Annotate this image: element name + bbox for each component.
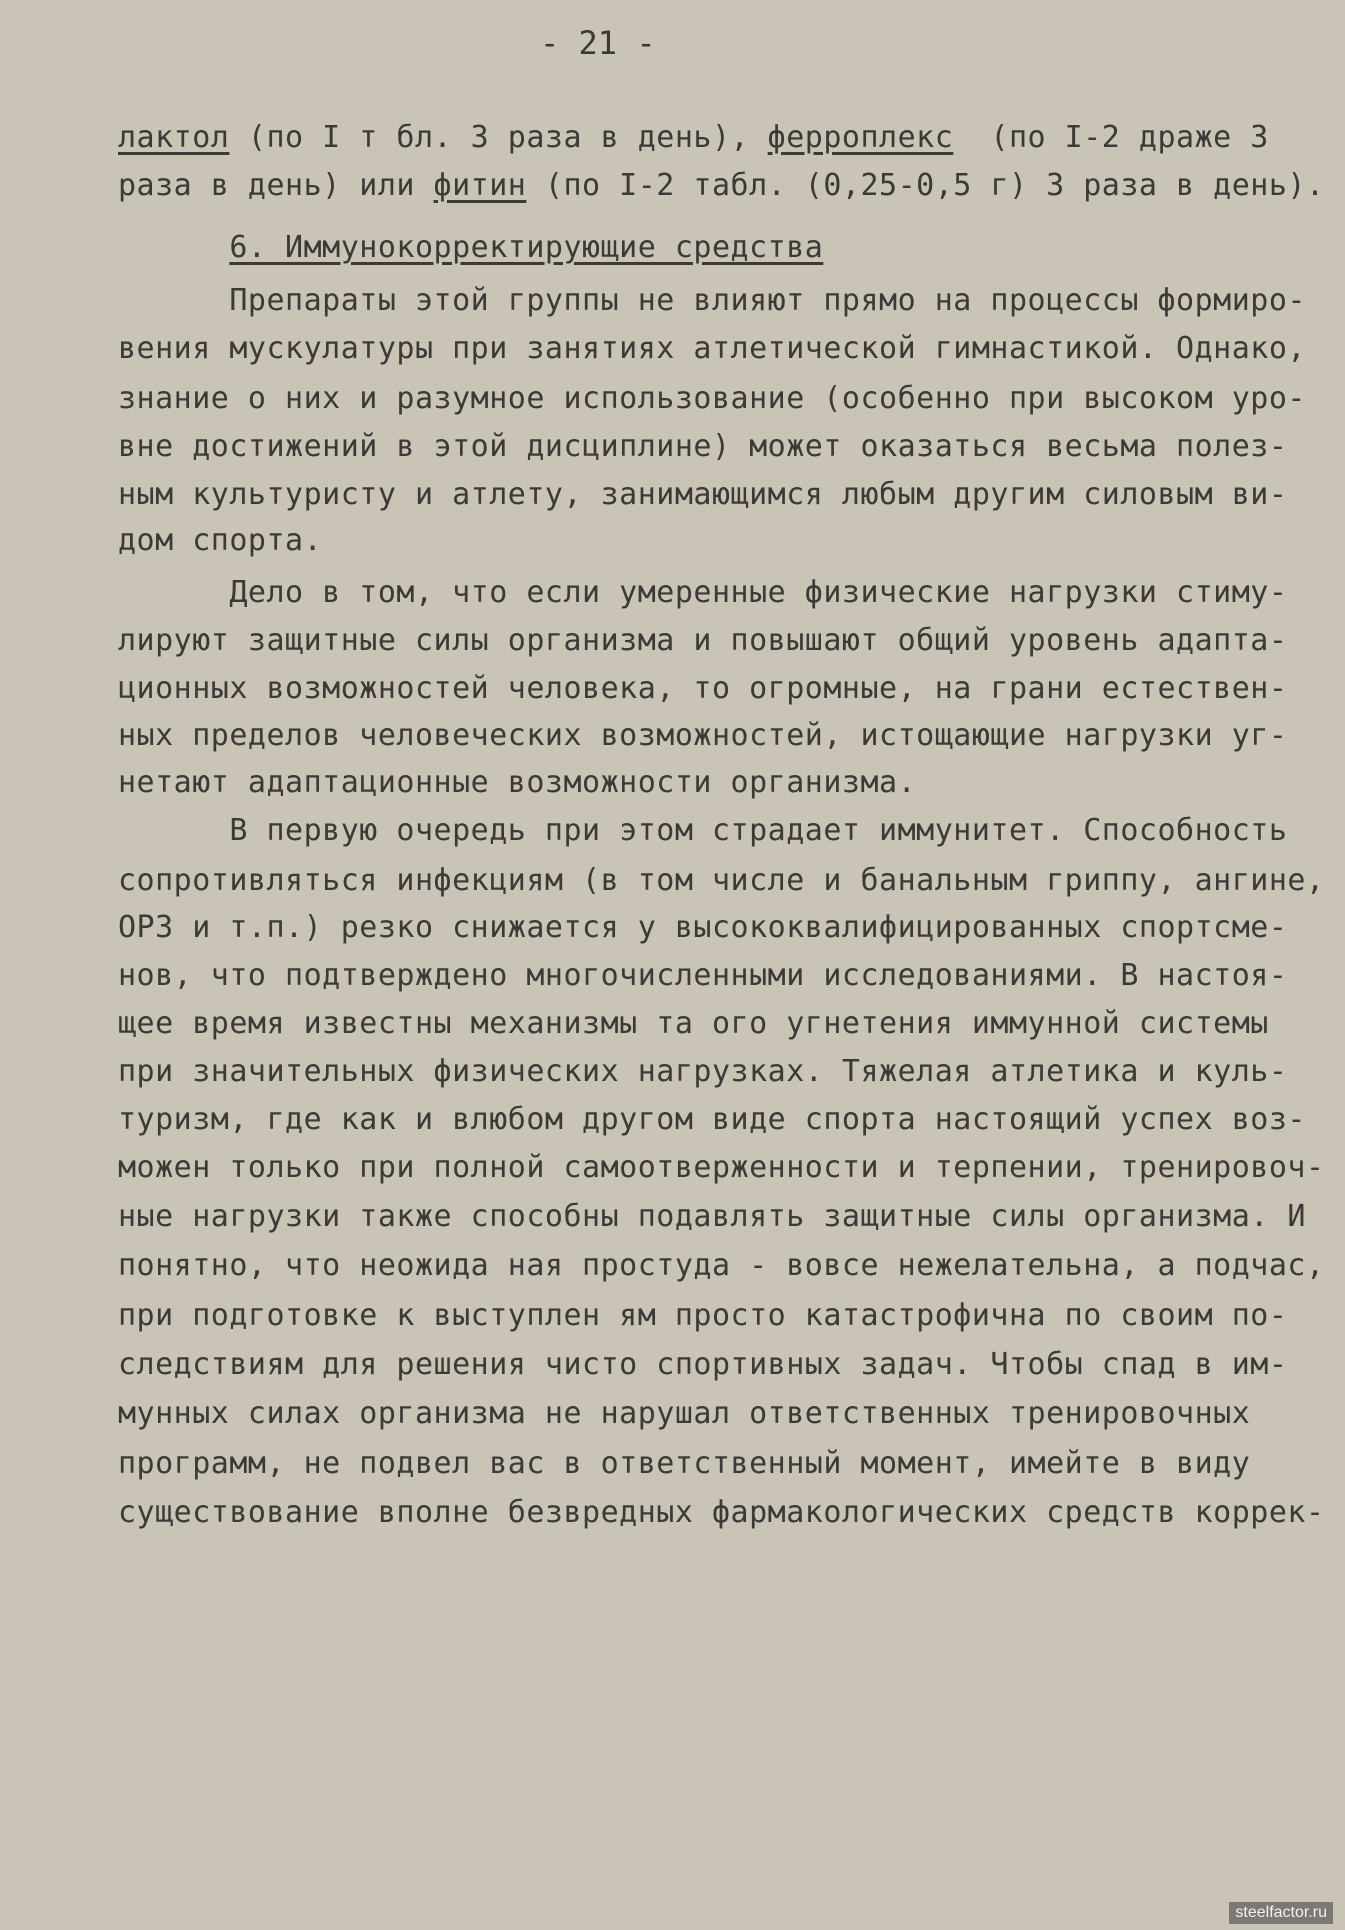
text-run: (по I-2 табл. (0,25-0,5 г) 3 раза в день).	[526, 168, 1325, 203]
text-line	[118, 910, 1288, 945]
text-run: ные нагрузки также способны подавлять защитные силы организма. И	[118, 1199, 1306, 1234]
text-run: вне достижений в этой дисциплине) может оказаться весьма полез-	[118, 429, 1288, 464]
text-run: сопротивляться инфекциям (в том числе и банальным гриппу, ангине,	[118, 863, 1325, 898]
text-line	[118, 718, 1288, 753]
text-run: можен только при полной самоотверженности и терпении, тренировоч-	[118, 1150, 1325, 1185]
text-line	[118, 575, 1288, 610]
text-line	[118, 381, 1306, 416]
text-run: при значительных физических нагрузках. Тяжелая атлетика и куль-	[118, 1054, 1288, 1089]
text-run: ционных возможностей человека, то огромные, на грани естествен-	[118, 671, 1288, 706]
text-line	[118, 863, 1325, 898]
text-run: программ, не подвел вас в ответственный момент, имейте в виду	[118, 1446, 1251, 1481]
text-run: раза в день) или	[118, 168, 434, 203]
text-line	[118, 429, 1288, 464]
text-run: щее время известны механизмы та ого угнетения иммунной системы	[118, 1006, 1269, 1041]
page-number: - 21 -	[540, 24, 656, 62]
text-run: при подготовке к выступлен ям просто катастрофична по своим по-	[118, 1298, 1288, 1333]
text-run: Препараты этой группы не влияют прямо на процессы формиро-	[118, 283, 1306, 318]
text-line	[118, 1054, 1288, 1089]
text-run: нетают адаптационные возможности организма.	[118, 765, 917, 800]
text-run: мунных силах организма не нарушал ответственных тренировочных	[118, 1396, 1251, 1431]
text-line	[118, 1495, 1325, 1530]
text-run: ным культуристу и атлету, занимающимся любым другим силовым ви-	[118, 477, 1288, 512]
text-run: существование вполне безвредных фармакологических средств коррек-	[118, 1495, 1325, 1530]
text-run: Дело в том, что если умеренные физические нагрузки стиму-	[118, 575, 1288, 610]
underlined-term: лактол	[118, 120, 230, 155]
text-line	[118, 120, 1278, 155]
underlined-term: фитин	[433, 168, 527, 203]
text-line	[118, 477, 1288, 512]
text-run: ных пределов человеческих возможностей, истощающие нагрузки уг-	[118, 718, 1288, 753]
text-line	[118, 283, 1306, 318]
text-line	[118, 1298, 1288, 1333]
text-run: следствиям для решения чисто спортивных задач. Чтобы спад в им-	[118, 1347, 1288, 1382]
text-run: ОРЗ и т.п.) резко снижается у высококвалифицированных спортсме-	[118, 910, 1288, 945]
text-line	[118, 1446, 1278, 1481]
text-run: знание о них и разумное использование (особенно при высоком уро-	[118, 381, 1306, 416]
text-line	[118, 1396, 1278, 1431]
text-line	[118, 1248, 1325, 1283]
text-line	[118, 1006, 1278, 1041]
text-run: дом спорта.	[118, 523, 323, 558]
text-line	[118, 168, 1325, 203]
text-line	[118, 523, 1278, 558]
text-run: туризм, где как и влюбом другом виде спорта настоящий успех воз-	[118, 1102, 1306, 1137]
text-line	[118, 671, 1288, 706]
text-line	[118, 1199, 1306, 1234]
text-line	[118, 230, 1278, 265]
underlined-term: 6. Иммунокорректирующие средства	[229, 230, 824, 265]
text-run	[118, 230, 229, 265]
text-run: понятно, что неожида ная простуда - вовсе нежелательна, а подчас,	[118, 1248, 1325, 1283]
text-run: В первую очередь при этом страдает иммунитет. Способность	[118, 813, 1288, 848]
text-run: (по I-2 драже 3	[953, 120, 1269, 155]
text-run: нов, что подтверждено многочисленными исследованиями. В настоя-	[118, 958, 1288, 993]
text-line	[118, 765, 1278, 800]
watermark: steelfactor.ru	[1229, 1902, 1333, 1924]
text-run: (по I т бл. 3 раза в день),	[229, 120, 768, 155]
text-run: вения мускулатуры при занятиях атлетической гимнастикой. Однако,	[118, 331, 1306, 366]
text-line	[118, 1102, 1306, 1137]
underlined-term: ферроплекс	[767, 120, 954, 155]
text-line	[118, 813, 1288, 848]
text-run: лируют защитные силы организма и повышают общий уровень адапта-	[118, 623, 1288, 658]
text-line	[118, 1347, 1288, 1382]
text-line	[118, 958, 1288, 993]
text-line	[118, 1150, 1325, 1185]
text-line	[118, 623, 1288, 658]
text-line	[118, 331, 1306, 366]
